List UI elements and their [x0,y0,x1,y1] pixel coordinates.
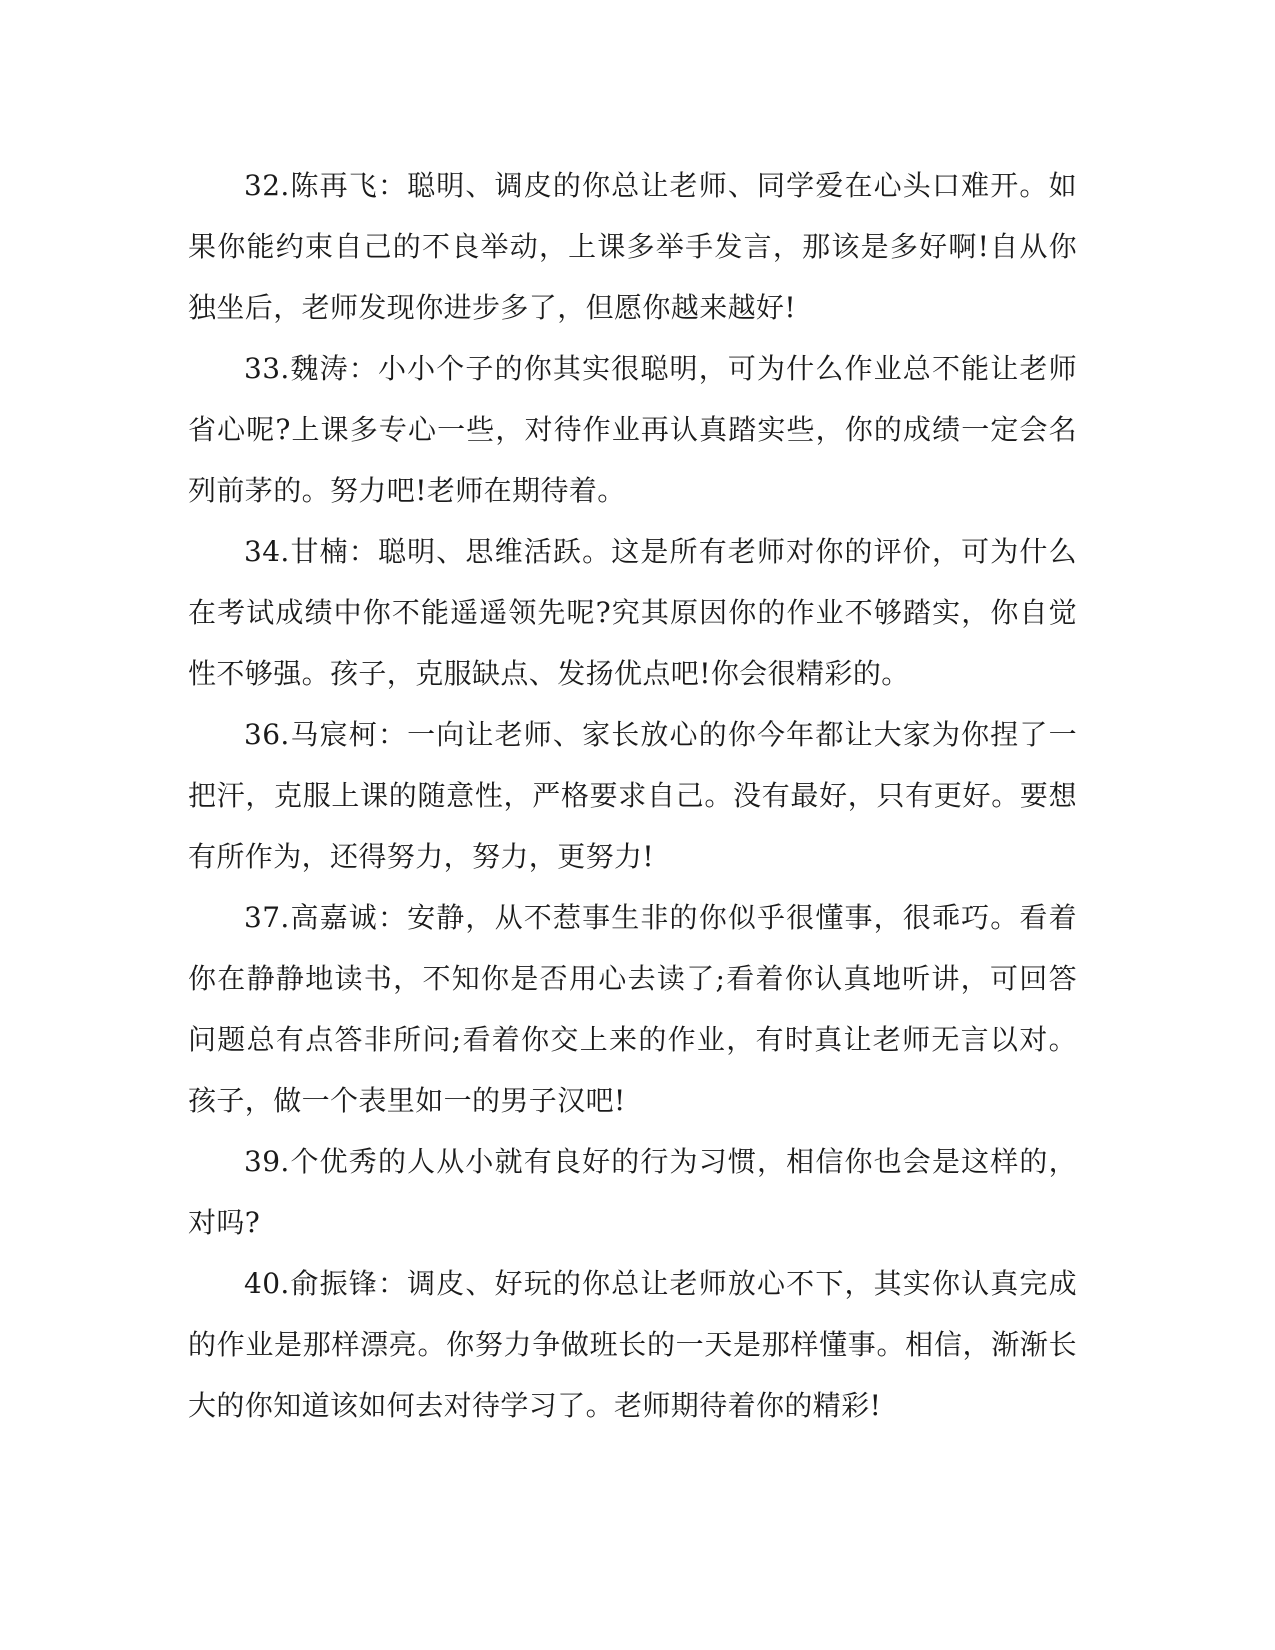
comment-paragraph-34: 34.甘楠：聪明、思维活跃。这是所有老师对你的评价，可为什么在考试成绩中你不能遥遥领先呢?究其原因你的作业不够踏实，你自觉性不够强。孩子，克服缺点、发扬优点吧!你会很精彩的。 [188,535,1077,690]
comment-paragraph-33: 33.魏涛：小小个子的你其实很聪明，可为什么作业总不能让老师省心呢?上课多专心一些，对待作业再认真踏实些，你的成绩一定会名列前茅的。努力吧!老师在期待着。 [188,352,1077,507]
comment-paragraph-39: 39.个优秀的人从小就有良好的行为习惯，相信你也会是这样的，对吗? [188,1145,1077,1239]
comment-paragraph-37: 37.高嘉诚：安静，从不惹事生非的你似乎很懂事，很乖巧。看着你在静静地读书，不知你是否用心去读了;看着你认真地听讲，可回答问题总有点答非所问;看着你交上来的作业，有时真让老师无言以对。孩子，做一个表里如一的男子汉吧! [188,901,1077,1117]
document-body [188,155,1077,1436]
comment-paragraph-32: 32.陈再飞：聪明、调皮的你总让老师、同学爱在心头口难开。如果你能约束自己的不良举动，上课多举手发言，那该是多好啊!自从你独坐后，老师发现你进步多了，但愿你越来越好! [188,169,1077,324]
comment-paragraph-36: 36.马宸柯：一向让老师、家长放心的你今年都让大家为你捏了一把汗，克服上课的随意性，严格要求自己。没有最好，只有更好。要想有所作为，还得努力，努力，更努力! [188,718,1077,873]
comment-paragraph-40: 40.俞振锋：调皮、好玩的你总让老师放心不下，其实你认真完成的作业是那样漂亮。你努力争做班长的一天是那样懂事。相信，渐渐长大的你知道该如何去对待学习了。老师期待着你的精彩! [188,1267,1077,1422]
